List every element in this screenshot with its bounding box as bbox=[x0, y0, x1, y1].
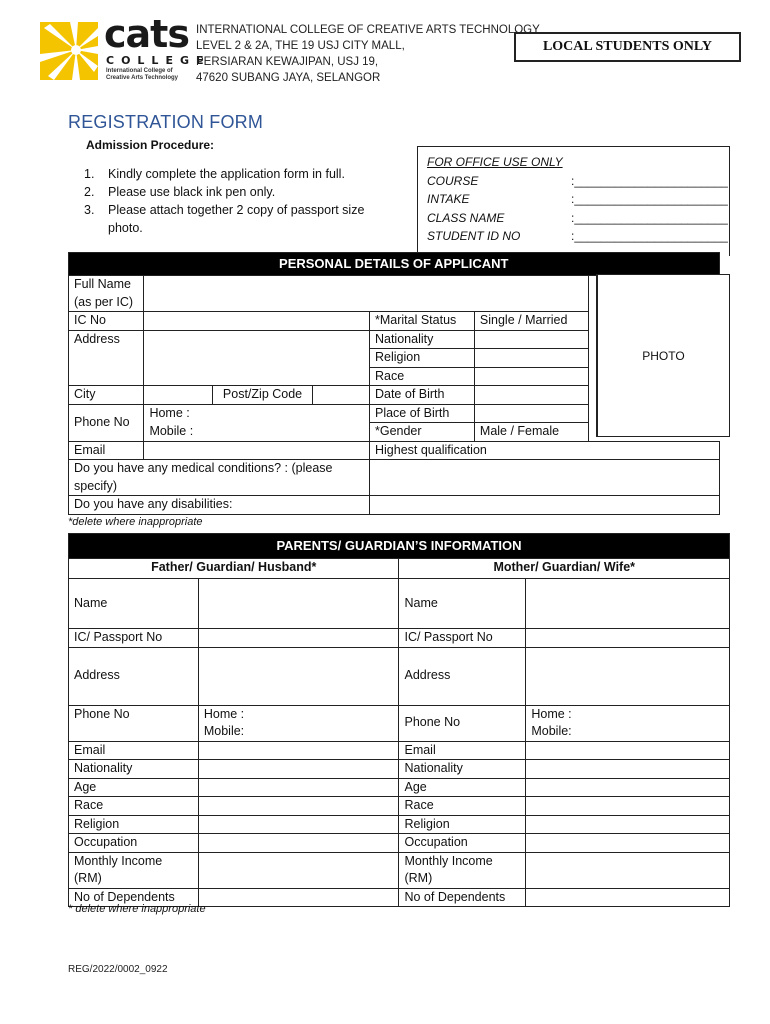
email-label: Email bbox=[69, 441, 144, 460]
mother-address-label: Address bbox=[399, 647, 526, 705]
father-dependents-field[interactable] bbox=[198, 888, 399, 907]
dob-field[interactable] bbox=[474, 386, 588, 405]
mother-race-label: Race bbox=[399, 797, 526, 816]
father-column-header: Father/ Guardian/ Husband* bbox=[69, 559, 399, 579]
mobile-phone-field[interactable]: Mobile : bbox=[144, 423, 370, 442]
father-address-field[interactable] bbox=[198, 647, 399, 705]
ic-no-label: IC No bbox=[69, 312, 144, 331]
mother-nationality-field[interactable] bbox=[526, 760, 730, 779]
father-phone-field[interactable] bbox=[198, 705, 399, 741]
phone-label: Phone No bbox=[69, 404, 144, 441]
mother-name-label: Name bbox=[399, 579, 526, 629]
reference-code: REG/2022/0002_0922 bbox=[68, 964, 168, 975]
father-phone-label: Phone No bbox=[69, 705, 199, 741]
father-email-label: Email bbox=[69, 741, 199, 760]
mother-ic-label: IC/ Passport No bbox=[399, 629, 526, 648]
mother-age-field[interactable] bbox=[526, 778, 730, 797]
marital-status-label: *Marital Status bbox=[369, 312, 474, 331]
father-ic-field[interactable] bbox=[198, 629, 399, 648]
postcode-label: Post/Zip Code bbox=[212, 386, 313, 405]
dob-label: Date of Birth bbox=[369, 386, 474, 405]
mother-email-field[interactable] bbox=[526, 741, 730, 760]
religion-label: Religion bbox=[369, 349, 474, 368]
father-income-field[interactable] bbox=[198, 852, 399, 888]
mother-occupation-label: Occupation bbox=[399, 834, 526, 853]
home-phone-field[interactable]: Home : bbox=[144, 404, 370, 423]
office-field-course: COURSE :_______________________ bbox=[427, 172, 729, 191]
father-race-label: Race bbox=[69, 797, 199, 816]
form-title: REGISTRATION FORM bbox=[68, 112, 264, 132]
father-nationality-field[interactable] bbox=[198, 760, 399, 779]
admission-steps bbox=[84, 165, 384, 237]
photo-placeholder[interactable]: PHOTO bbox=[596, 274, 730, 437]
father-home-phone[interactable]: Home : bbox=[203, 706, 245, 721]
postcode-field[interactable] bbox=[313, 386, 370, 405]
race-field[interactable] bbox=[474, 367, 588, 386]
office-field-studentid: STUDENT ID NO :_______________________ bbox=[427, 227, 729, 246]
office-class-input[interactable]: :_______________________ bbox=[571, 210, 728, 225]
parents-section-header: PARENTS/ GUARDIAN’S INFORMATION bbox=[69, 534, 730, 559]
delete-note: * delete where inappropriate bbox=[68, 903, 206, 915]
gender-options[interactable]: Male / Female bbox=[474, 423, 588, 442]
logo-subtitle: International College of Creative Arts Technology bbox=[106, 68, 179, 81]
office-studentid-input[interactable]: :_______________________ bbox=[571, 229, 728, 243]
office-use-title: FOR OFFICE USE ONLY bbox=[427, 155, 563, 169]
father-name-field[interactable] bbox=[198, 579, 399, 629]
full-name-label: Full Name (as per IC) bbox=[69, 276, 144, 312]
step-item: 1. Kindly complete the application form in full. bbox=[84, 167, 345, 181]
address-field[interactable] bbox=[144, 330, 370, 386]
personal-section-header: PERSONAL DETAILS OF APPLICANT bbox=[69, 253, 720, 276]
father-occupation-field[interactable] bbox=[198, 834, 399, 853]
mother-religion-label: Religion bbox=[399, 815, 526, 834]
address-line: PERSIARAN KEWAJIPAN, USJ 19, bbox=[196, 56, 379, 68]
ic-no-field[interactable] bbox=[144, 312, 370, 331]
starburst-icon bbox=[40, 22, 98, 80]
mother-home-phone[interactable]: Home : bbox=[531, 706, 572, 721]
disabilities-label: Do you have any disabilities: bbox=[69, 496, 370, 515]
father-dependents-label: No of Dependents bbox=[69, 888, 199, 907]
logo-wordmark: cats bbox=[104, 12, 189, 56]
pob-field[interactable] bbox=[474, 404, 588, 423]
father-age-label: Age bbox=[69, 778, 199, 797]
nationality-field[interactable] bbox=[474, 330, 588, 349]
mother-income-label: Monthly Income (RM) bbox=[399, 852, 526, 888]
delete-note: *delete where inappropriate bbox=[68, 516, 203, 528]
mother-column-header: Mother/ Guardian/ Wife* bbox=[399, 559, 730, 579]
city-field[interactable] bbox=[144, 386, 212, 405]
office-field-intake: INTAKE :_______________________ bbox=[427, 190, 729, 209]
office-field-class: CLASS NAME :_______________________ bbox=[427, 209, 729, 228]
mother-age-label: Age bbox=[399, 778, 526, 797]
mother-phone-field[interactable] bbox=[526, 705, 730, 741]
step-item: 3. Please attach together 2 copy of passport size photo. bbox=[84, 203, 365, 235]
mother-ic-field[interactable] bbox=[526, 629, 730, 648]
mother-occupation-field[interactable] bbox=[526, 834, 730, 853]
father-nationality-label: Nationality bbox=[69, 760, 199, 779]
father-income-label: Monthly Income (RM) bbox=[69, 852, 199, 888]
nationality-label: Nationality bbox=[369, 330, 474, 349]
address-line: 47620 SUBANG JAYA, SELANGOR bbox=[196, 72, 381, 84]
father-mobile-phone[interactable]: Mobile: bbox=[203, 724, 245, 738]
race-label: Race bbox=[369, 367, 474, 386]
marital-status-options[interactable]: Single / Married bbox=[474, 312, 588, 331]
father-email-field[interactable] bbox=[198, 741, 399, 760]
mother-nationality-label: Nationality bbox=[399, 760, 526, 779]
city-label: City bbox=[69, 386, 144, 405]
father-name-label: Name bbox=[69, 579, 199, 629]
disabilities-field[interactable] bbox=[369, 496, 719, 515]
mother-phone-label: Phone No bbox=[399, 705, 526, 741]
mother-dependents-label: No of Dependents bbox=[399, 888, 526, 907]
father-religion-label: Religion bbox=[69, 815, 199, 834]
office-use-box bbox=[417, 146, 730, 256]
local-students-badge: LOCAL STUDENTS ONLY bbox=[514, 32, 741, 62]
email-field[interactable] bbox=[144, 441, 370, 460]
medical-conditions-label: Do you have any medical conditions? : (please specify) bbox=[69, 460, 370, 496]
office-course-input[interactable]: :_______________________ bbox=[571, 173, 728, 188]
mother-race-field[interactable] bbox=[526, 797, 730, 816]
mother-address-field[interactable] bbox=[526, 647, 730, 705]
college-address bbox=[196, 22, 540, 86]
logo-college: COLLEGE bbox=[106, 54, 211, 67]
father-ic-label: IC/ Passport No bbox=[69, 629, 199, 648]
office-intake-input[interactable]: :_______________________ bbox=[571, 192, 728, 206]
father-religion-field[interactable] bbox=[198, 815, 399, 834]
address-line: LEVEL 2 & 2A, THE 19 USJ CITY MALL, bbox=[196, 40, 405, 52]
father-address-label: Address bbox=[69, 647, 199, 705]
mother-dependents-field[interactable] bbox=[526, 888, 730, 907]
religion-field[interactable] bbox=[474, 349, 588, 368]
step-item: 2. Please use black ink pen only. bbox=[84, 185, 276, 199]
medical-conditions-field[interactable] bbox=[369, 460, 719, 496]
mother-income-field[interactable] bbox=[526, 852, 730, 888]
pob-label: Place of Birth bbox=[369, 404, 474, 423]
address-line: INTERNATIONAL COLLEGE OF CREATIVE ARTS TECHNOLOGY bbox=[196, 24, 540, 36]
father-occupation-label: Occupation bbox=[69, 834, 199, 853]
college-logo bbox=[40, 12, 211, 86]
parents-info-table bbox=[68, 533, 730, 907]
father-race-field[interactable] bbox=[198, 797, 399, 816]
mother-mobile-phone[interactable]: Mobile: bbox=[531, 724, 572, 738]
gender-label: *Gender bbox=[369, 423, 474, 442]
mother-email-label: Email bbox=[399, 741, 526, 760]
address-label: Address bbox=[69, 330, 144, 386]
father-age-field[interactable] bbox=[198, 778, 399, 797]
full-name-field[interactable] bbox=[144, 276, 589, 312]
mother-name-field[interactable] bbox=[526, 579, 730, 629]
admission-procedure-title: Admission Procedure: bbox=[86, 138, 215, 152]
mother-religion-field[interactable] bbox=[526, 815, 730, 834]
qualification-label: Highest qualification bbox=[369, 441, 719, 460]
